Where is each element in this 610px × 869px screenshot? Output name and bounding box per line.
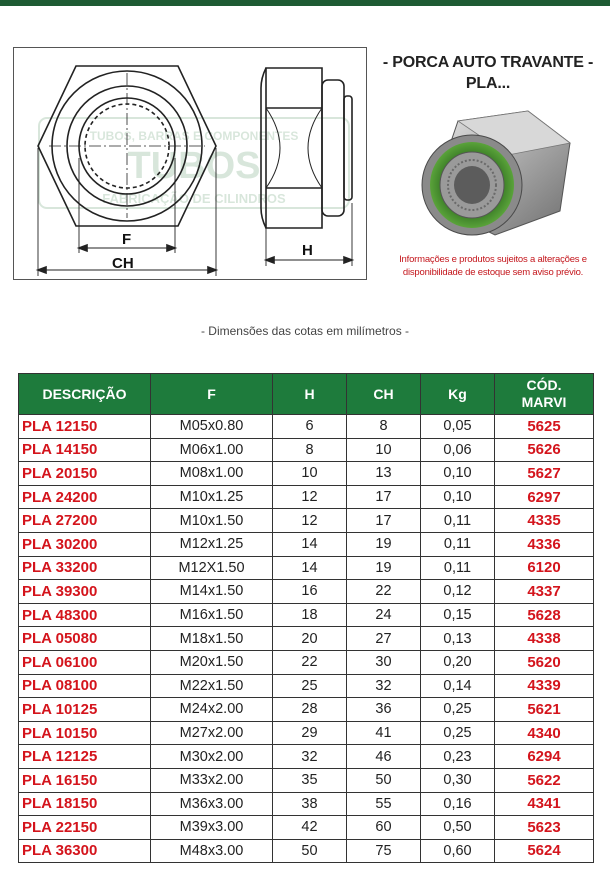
table-row xyxy=(19,698,594,722)
cell-f: M10x1.25 xyxy=(151,485,273,509)
watermark-line-2: TUBOS xyxy=(127,145,261,187)
cell-cod: 5628 xyxy=(495,603,594,627)
cell-f: M48x3.00 xyxy=(151,839,273,863)
table-row xyxy=(19,603,594,627)
col-header-kg: Kg xyxy=(421,374,495,415)
cell-desc: PLA 12125 xyxy=(19,745,151,769)
col-header-cod-line2: MARVI xyxy=(521,394,567,410)
cell-f: M05x0.80 xyxy=(151,415,273,439)
cell-h: 28 xyxy=(273,698,347,722)
cell-h: 8 xyxy=(273,438,347,462)
nylon-insert-housing xyxy=(322,80,344,216)
watermark-line-1: TUBOS, BARRAS E COMPONENTES xyxy=(89,129,299,143)
cell-desc: PLA 24200 xyxy=(19,485,151,509)
cell-cod: 4341 xyxy=(495,792,594,816)
cell-kg: 0,11 xyxy=(421,532,495,556)
cell-cod: 4337 xyxy=(495,580,594,604)
cell-h: 10 xyxy=(273,462,347,486)
cell-desc: PLA 14150 xyxy=(19,438,151,462)
cell-f: M06x1.00 xyxy=(151,438,273,462)
table-row xyxy=(19,768,594,792)
cell-ch: 17 xyxy=(347,509,421,533)
cell-ch: 50 xyxy=(347,768,421,792)
cell-f: M30x2.00 xyxy=(151,745,273,769)
table-row xyxy=(19,415,594,439)
cell-h: 29 xyxy=(273,721,347,745)
table-row xyxy=(19,627,594,651)
cell-f: M18x1.50 xyxy=(151,627,273,651)
col-header-cod xyxy=(495,374,594,415)
col-header-h: H xyxy=(273,374,347,415)
cell-ch: 17 xyxy=(347,485,421,509)
spec-table-body xyxy=(19,415,594,863)
table-row xyxy=(19,792,594,816)
title-line-2: PLA... xyxy=(465,75,511,92)
cell-f: M12x1.25 xyxy=(151,532,273,556)
side-view xyxy=(261,68,352,266)
watermark-line-3: FABRICAÇÃO DE CILINDROS xyxy=(102,191,286,206)
cell-cod: 5625 xyxy=(495,415,594,439)
cell-desc: PLA 05080 xyxy=(19,627,151,651)
cell-desc: PLA 27200 xyxy=(19,509,151,533)
cell-cod: 4339 xyxy=(495,674,594,698)
table-row xyxy=(19,674,594,698)
table-row xyxy=(19,556,594,580)
cell-ch: 30 xyxy=(347,650,421,674)
disclaimer-line-2: disponibilidade de estoque sem aviso prévio. xyxy=(402,267,584,278)
dim-ch-label: CH xyxy=(112,255,134,272)
cell-f: M33x2.00 xyxy=(151,768,273,792)
nut-drawing-svg xyxy=(14,48,367,280)
cell-cod: 5621 xyxy=(495,698,594,722)
cell-ch: 10 xyxy=(347,438,421,462)
cell-f: M14x1.50 xyxy=(151,580,273,604)
cell-ch: 19 xyxy=(347,556,421,580)
cell-h: 12 xyxy=(273,485,347,509)
cell-kg: 0,25 xyxy=(421,721,495,745)
cell-kg: 0,23 xyxy=(421,745,495,769)
cell-desc: PLA 18150 xyxy=(19,792,151,816)
table-row xyxy=(19,745,594,769)
cell-desc: PLA 08100 xyxy=(19,674,151,698)
cell-kg: 0,10 xyxy=(421,462,495,486)
cell-cod: 5620 xyxy=(495,650,594,674)
cell-desc: PLA 22150 xyxy=(19,816,151,840)
cell-desc: PLA 16150 xyxy=(19,768,151,792)
cell-kg: 0,30 xyxy=(421,768,495,792)
table-row xyxy=(19,509,594,533)
cell-h: 16 xyxy=(273,580,347,604)
cell-h: 6 xyxy=(273,415,347,439)
cell-kg: 0,11 xyxy=(421,509,495,533)
cell-desc: PLA 10125 xyxy=(19,698,151,722)
cell-kg: 0,05 xyxy=(421,415,495,439)
cell-h: 50 xyxy=(273,839,347,863)
cell-desc: PLA 12150 xyxy=(19,415,151,439)
cell-f: M22x1.50 xyxy=(151,674,273,698)
col-header-ch: CH xyxy=(347,374,421,415)
table-row xyxy=(19,580,594,604)
cell-h: 14 xyxy=(273,556,347,580)
dim-f-label: F xyxy=(122,231,132,248)
cell-h: 42 xyxy=(273,816,347,840)
cell-desc: PLA 30200 xyxy=(19,532,151,556)
col-header-f: F xyxy=(151,374,273,415)
cell-f: M27x2.00 xyxy=(151,721,273,745)
cell-kg: 0,20 xyxy=(421,650,495,674)
cell-h: 12 xyxy=(273,509,347,533)
cell-f: M10x1.50 xyxy=(151,509,273,533)
cell-kg: 0,11 xyxy=(421,556,495,580)
disclaimer xyxy=(380,253,606,279)
cell-h: 18 xyxy=(273,603,347,627)
disclaimer-line-1: Informações e produtos sujeitos a alterações e xyxy=(399,254,587,265)
cell-h: 25 xyxy=(273,674,347,698)
col-header-desc: DESCRIÇÃO xyxy=(19,374,151,415)
cell-cod: 4336 xyxy=(495,532,594,556)
cell-cod: 6297 xyxy=(495,485,594,509)
cell-kg: 0,15 xyxy=(421,603,495,627)
dimensions-note: - Dimensões das cotas em milímetros - xyxy=(200,324,410,338)
cell-desc: PLA 48300 xyxy=(19,603,151,627)
cell-ch: 75 xyxy=(347,839,421,863)
cell-f: M24x2.00 xyxy=(151,698,273,722)
cell-desc: PLA 33200 xyxy=(19,556,151,580)
cell-kg: 0,13 xyxy=(421,627,495,651)
table-header-row xyxy=(19,374,594,415)
cell-ch: 55 xyxy=(347,792,421,816)
cell-cod: 4340 xyxy=(495,721,594,745)
cell-ch: 27 xyxy=(347,627,421,651)
cell-cod: 6120 xyxy=(495,556,594,580)
cell-h: 35 xyxy=(273,768,347,792)
cell-ch: 8 xyxy=(347,415,421,439)
cell-desc: PLA 39300 xyxy=(19,580,151,604)
cell-kg: 0,14 xyxy=(421,674,495,698)
cell-cod: 5623 xyxy=(495,816,594,840)
cell-ch: 24 xyxy=(347,603,421,627)
cell-cod: 4338 xyxy=(495,627,594,651)
top-bar xyxy=(0,0,610,6)
cell-cod: 5627 xyxy=(495,462,594,486)
cell-h: 38 xyxy=(273,792,347,816)
technical-drawing xyxy=(13,47,367,280)
nut-photo xyxy=(410,103,575,243)
dim-h-label: H xyxy=(302,242,313,259)
col-header-cod-line1: CÓD. xyxy=(526,377,562,393)
cell-kg: 0,06 xyxy=(421,438,495,462)
cell-ch: 22 xyxy=(347,580,421,604)
cell-h: 20 xyxy=(273,627,347,651)
cell-h: 14 xyxy=(273,532,347,556)
cell-cod: 5626 xyxy=(495,438,594,462)
cell-ch: 60 xyxy=(347,816,421,840)
cell-kg: 0,60 xyxy=(421,839,495,863)
cell-cod: 4335 xyxy=(495,509,594,533)
cell-ch: 13 xyxy=(347,462,421,486)
table-row xyxy=(19,839,594,863)
cell-f: M12X1.50 xyxy=(151,556,273,580)
cell-desc: PLA 10150 xyxy=(19,721,151,745)
cell-f: M08x1.00 xyxy=(151,462,273,486)
cell-kg: 0,50 xyxy=(421,816,495,840)
cell-f: M39x3.00 xyxy=(151,816,273,840)
product-title xyxy=(372,52,604,94)
cell-ch: 41 xyxy=(347,721,421,745)
cell-kg: 0,25 xyxy=(421,698,495,722)
table-row xyxy=(19,462,594,486)
cell-ch: 46 xyxy=(347,745,421,769)
cell-kg: 0,10 xyxy=(421,485,495,509)
spec-table xyxy=(18,373,594,863)
title-line-1: - PORCA AUTO TRAVANTE - xyxy=(382,54,594,71)
cell-desc: PLA 20150 xyxy=(19,462,151,486)
cell-f: M36x3.00 xyxy=(151,792,273,816)
cell-h: 22 xyxy=(273,650,347,674)
cell-kg: 0,12 xyxy=(421,580,495,604)
watermark xyxy=(39,118,349,208)
cell-cod: 6294 xyxy=(495,745,594,769)
cell-f: M20x1.50 xyxy=(151,650,273,674)
cell-kg: 0,16 xyxy=(421,792,495,816)
table-row xyxy=(19,816,594,840)
cell-desc: PLA 36300 xyxy=(19,839,151,863)
table-row xyxy=(19,532,594,556)
cell-ch: 19 xyxy=(347,532,421,556)
table-row xyxy=(19,485,594,509)
cell-cod: 5622 xyxy=(495,768,594,792)
cell-f: M16x1.50 xyxy=(151,603,273,627)
cell-cod: 5624 xyxy=(495,839,594,863)
table-row xyxy=(19,721,594,745)
table-row xyxy=(19,438,594,462)
cell-h: 32 xyxy=(273,745,347,769)
table-row xyxy=(19,650,594,674)
cell-ch: 36 xyxy=(347,698,421,722)
cell-ch: 32 xyxy=(347,674,421,698)
cell-desc: PLA 06100 xyxy=(19,650,151,674)
